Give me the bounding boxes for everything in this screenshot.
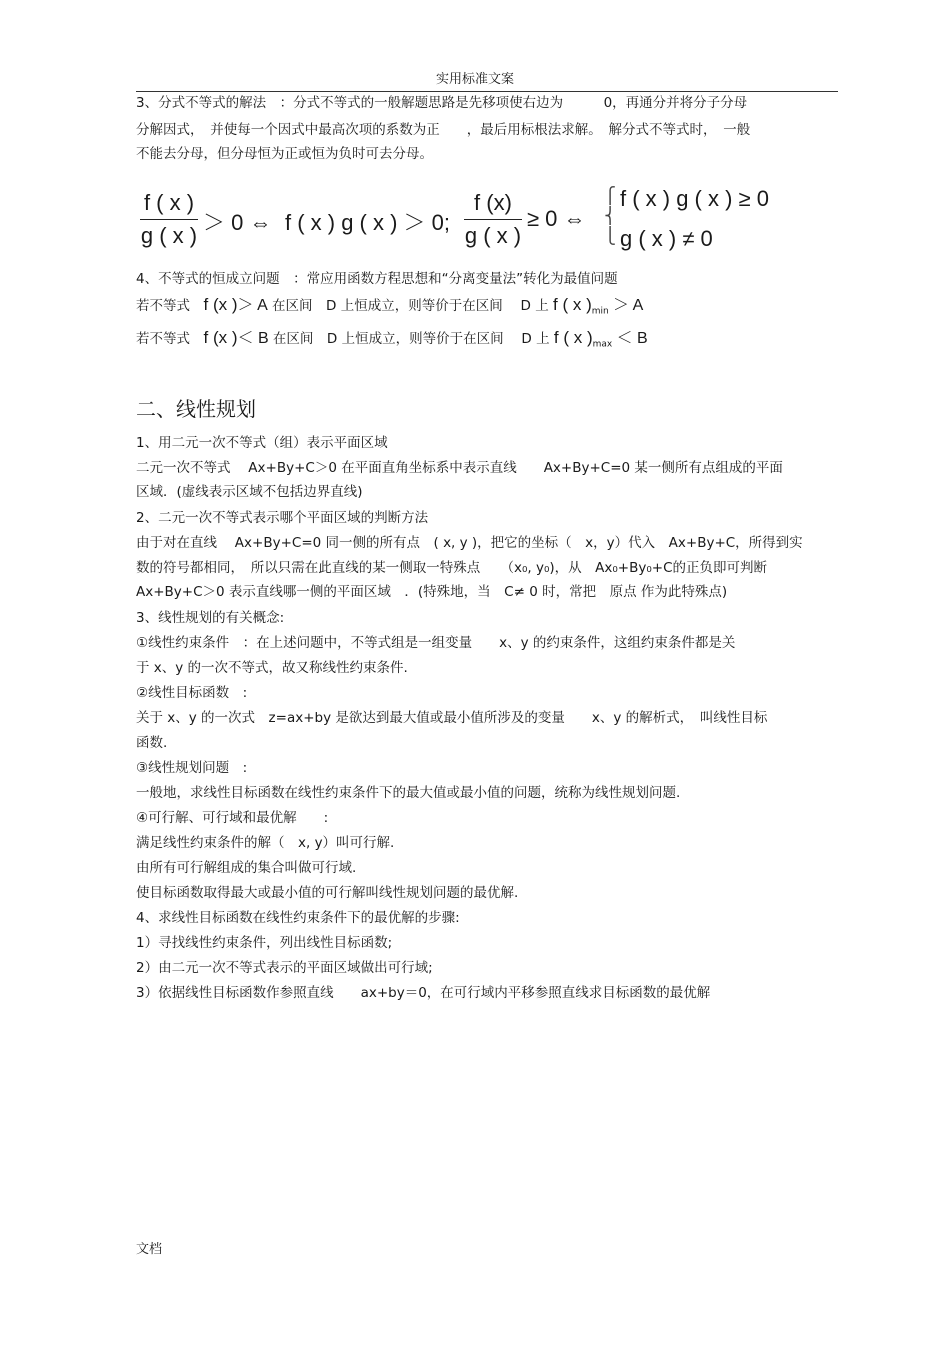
chapter2-line: 由所有可行解组成的集合叫做可行域. [136, 860, 357, 876]
line-b-prefix: 若不等式 [136, 331, 204, 347]
fraction-2-denominator: g ( x ) [464, 223, 522, 248]
chapter2-line: 2、二元一次不等式表示哪个平面区域的判断方法 [136, 510, 429, 526]
relation-2: ≥ 0 ⇔ [527, 206, 586, 231]
chapter2-line: 关于 x、y 的一次式 z=ax+by 是欲达到最大值或最小值所涉及的变量 x、y 的解析式， 叫线性目标 [136, 710, 768, 726]
line-a-relation: ＞ A [237, 297, 268, 314]
line-a-fmin: f ( x ) [553, 295, 592, 314]
line-b-tail: ＜ B [616, 330, 648, 347]
header-rule [136, 91, 838, 92]
line-b-fmax: f ( x ) [553, 328, 593, 347]
chapter2-line: 4、求线性目标函数在线性约束条件下的最优解的步骤: [136, 910, 460, 926]
section4-title: 4、不等式的恒成立问题 ：常应用函数方程思想和“分离变量法”转化为最值问题 [136, 271, 618, 287]
fraction-1 [140, 190, 198, 249]
chapter2-line: 使目标函数取得最大或最小值的可行解叫线性规划问题的最优解. [136, 885, 519, 901]
chapter2-line: 由于对在直线 Ax+By+C=0 同一侧的所有点 ( x, y )，把它的坐标（ x，y）代入 Ax+By+C，所得到实 [136, 535, 803, 551]
brace-mid: ⎨ [604, 206, 616, 225]
section3-line2: 分解因式， 并使每一个因式中最高次项的系数为正 ，最后用标根法求解。 解分式不等式时， 一般 [136, 122, 751, 138]
line-b-middle: 在区间 D 上恒成立，则等价于在区间 D 上 [268, 331, 550, 347]
chapter2-line: ②线性目标函数 : [136, 685, 248, 701]
page-footer-label: 文档 [136, 1242, 163, 1257]
chapter2-line: 3、线性规划的有关概念: [136, 610, 285, 626]
section4-line-b [136, 329, 648, 354]
line-a-middle: 在区间 D 上恒成立，则等价于在区间 D 上 [267, 298, 549, 314]
chapter2-line: ③线性规划问题 : [136, 760, 248, 776]
brace-bottom: ⎩ [604, 226, 616, 245]
chapter2-line: ①线性约束条件 ：在上述问题中，不等式组是一组变量 x、y 的约束条件，这组约束条件都是关 [136, 635, 736, 651]
fraction-2-bar [464, 219, 522, 220]
chapter2-line: 2）由二元一次不等式表示的平面区域做出可行域; [136, 960, 433, 976]
line-a-tail: ＞ A [613, 297, 644, 314]
brace-top: ⎧ [604, 186, 616, 205]
page-header-title: 实用标准文案 [435, 72, 514, 87]
chapter2-line: 满足线性约束条件的解（ x, y）叫可行解. [136, 835, 395, 851]
line-a-prefix: 若不等式 [136, 298, 204, 314]
chapter2-line: 区域．(虚线表示区域不包括边界直线) [136, 484, 363, 500]
section4-line-a [136, 296, 643, 321]
fraction-1-denominator: g ( x ) [140, 223, 198, 248]
line-a-sub-min: min [591, 306, 609, 317]
fraction-2-numerator: f (x) [474, 190, 512, 215]
chapter2-line: 1）寻找线性约束条件，列出线性目标函数; [136, 935, 393, 951]
chapter2-line: 一般地，求线性目标函数在线性约束条件下的最大值或最小值的问题，统称为线性规划问题. [136, 785, 681, 801]
section3-line1: 3、分式不等式的解法 ：分式不等式的一般解题思路是先移项使右边为 0，再通分并将分子分母 [136, 95, 748, 111]
line-b-fx: f (x ) [203, 328, 238, 347]
line-b-relation: ＜ B [237, 330, 269, 347]
chapter2-heading: 二、线性规划 [136, 397, 256, 421]
line-b-sub-max: max [592, 339, 613, 350]
fraction-1-numerator: f ( x ) [143, 190, 195, 215]
chapter2-line: 于 x、y 的一次不等式，故又称线性约束条件. [136, 660, 408, 676]
fraction-1-bar [140, 219, 198, 220]
system-line2: g ( x ) ≠ 0 [620, 226, 713, 251]
chapter2-line: ④可行解、可行域和最优解 : [136, 810, 329, 826]
chapter2-line: Ax+By+C＞0 表示直线哪一侧的平面区域 ．(特殊地，当 C≠ 0 时，常把 原点 作为此特殊点) [136, 584, 728, 600]
fraction-2 [464, 190, 522, 249]
section3-line3: 不能去分母，但分母恒为正或恒为负时可去分母。 [136, 146, 433, 162]
chapter2-line: 二元一次不等式 Ax+By+C＞0 在平面直角坐标系中表示直线 Ax+By+C=0 某一侧所有点组成的平面 [136, 460, 783, 476]
chapter2-line: 函数. [136, 735, 168, 751]
system-line1: f ( x ) g ( x ) ≥ 0 [620, 186, 769, 211]
chapter2-line: 数的符号都相同， 所以只需在此直线的某一侧取一特殊点 （x₀, y₀)，从 Ax₀+By₀+C的正负即可判断 [136, 560, 767, 576]
chapter2-line: 3）依据线性目标函数作参照直线 ax+by＝0，在可行域内平移参照直线求目标函数的最优解 [136, 985, 711, 1001]
product-inequality: f ( x ) g ( x ) ＞ 0; [285, 210, 451, 235]
chapter2-line: 1、用二元一次不等式（组）表示平面区域 [136, 435, 388, 451]
relation-1: ＞ 0 ⇔ [203, 210, 272, 235]
line-a-fx: f (x ) [203, 295, 238, 314]
